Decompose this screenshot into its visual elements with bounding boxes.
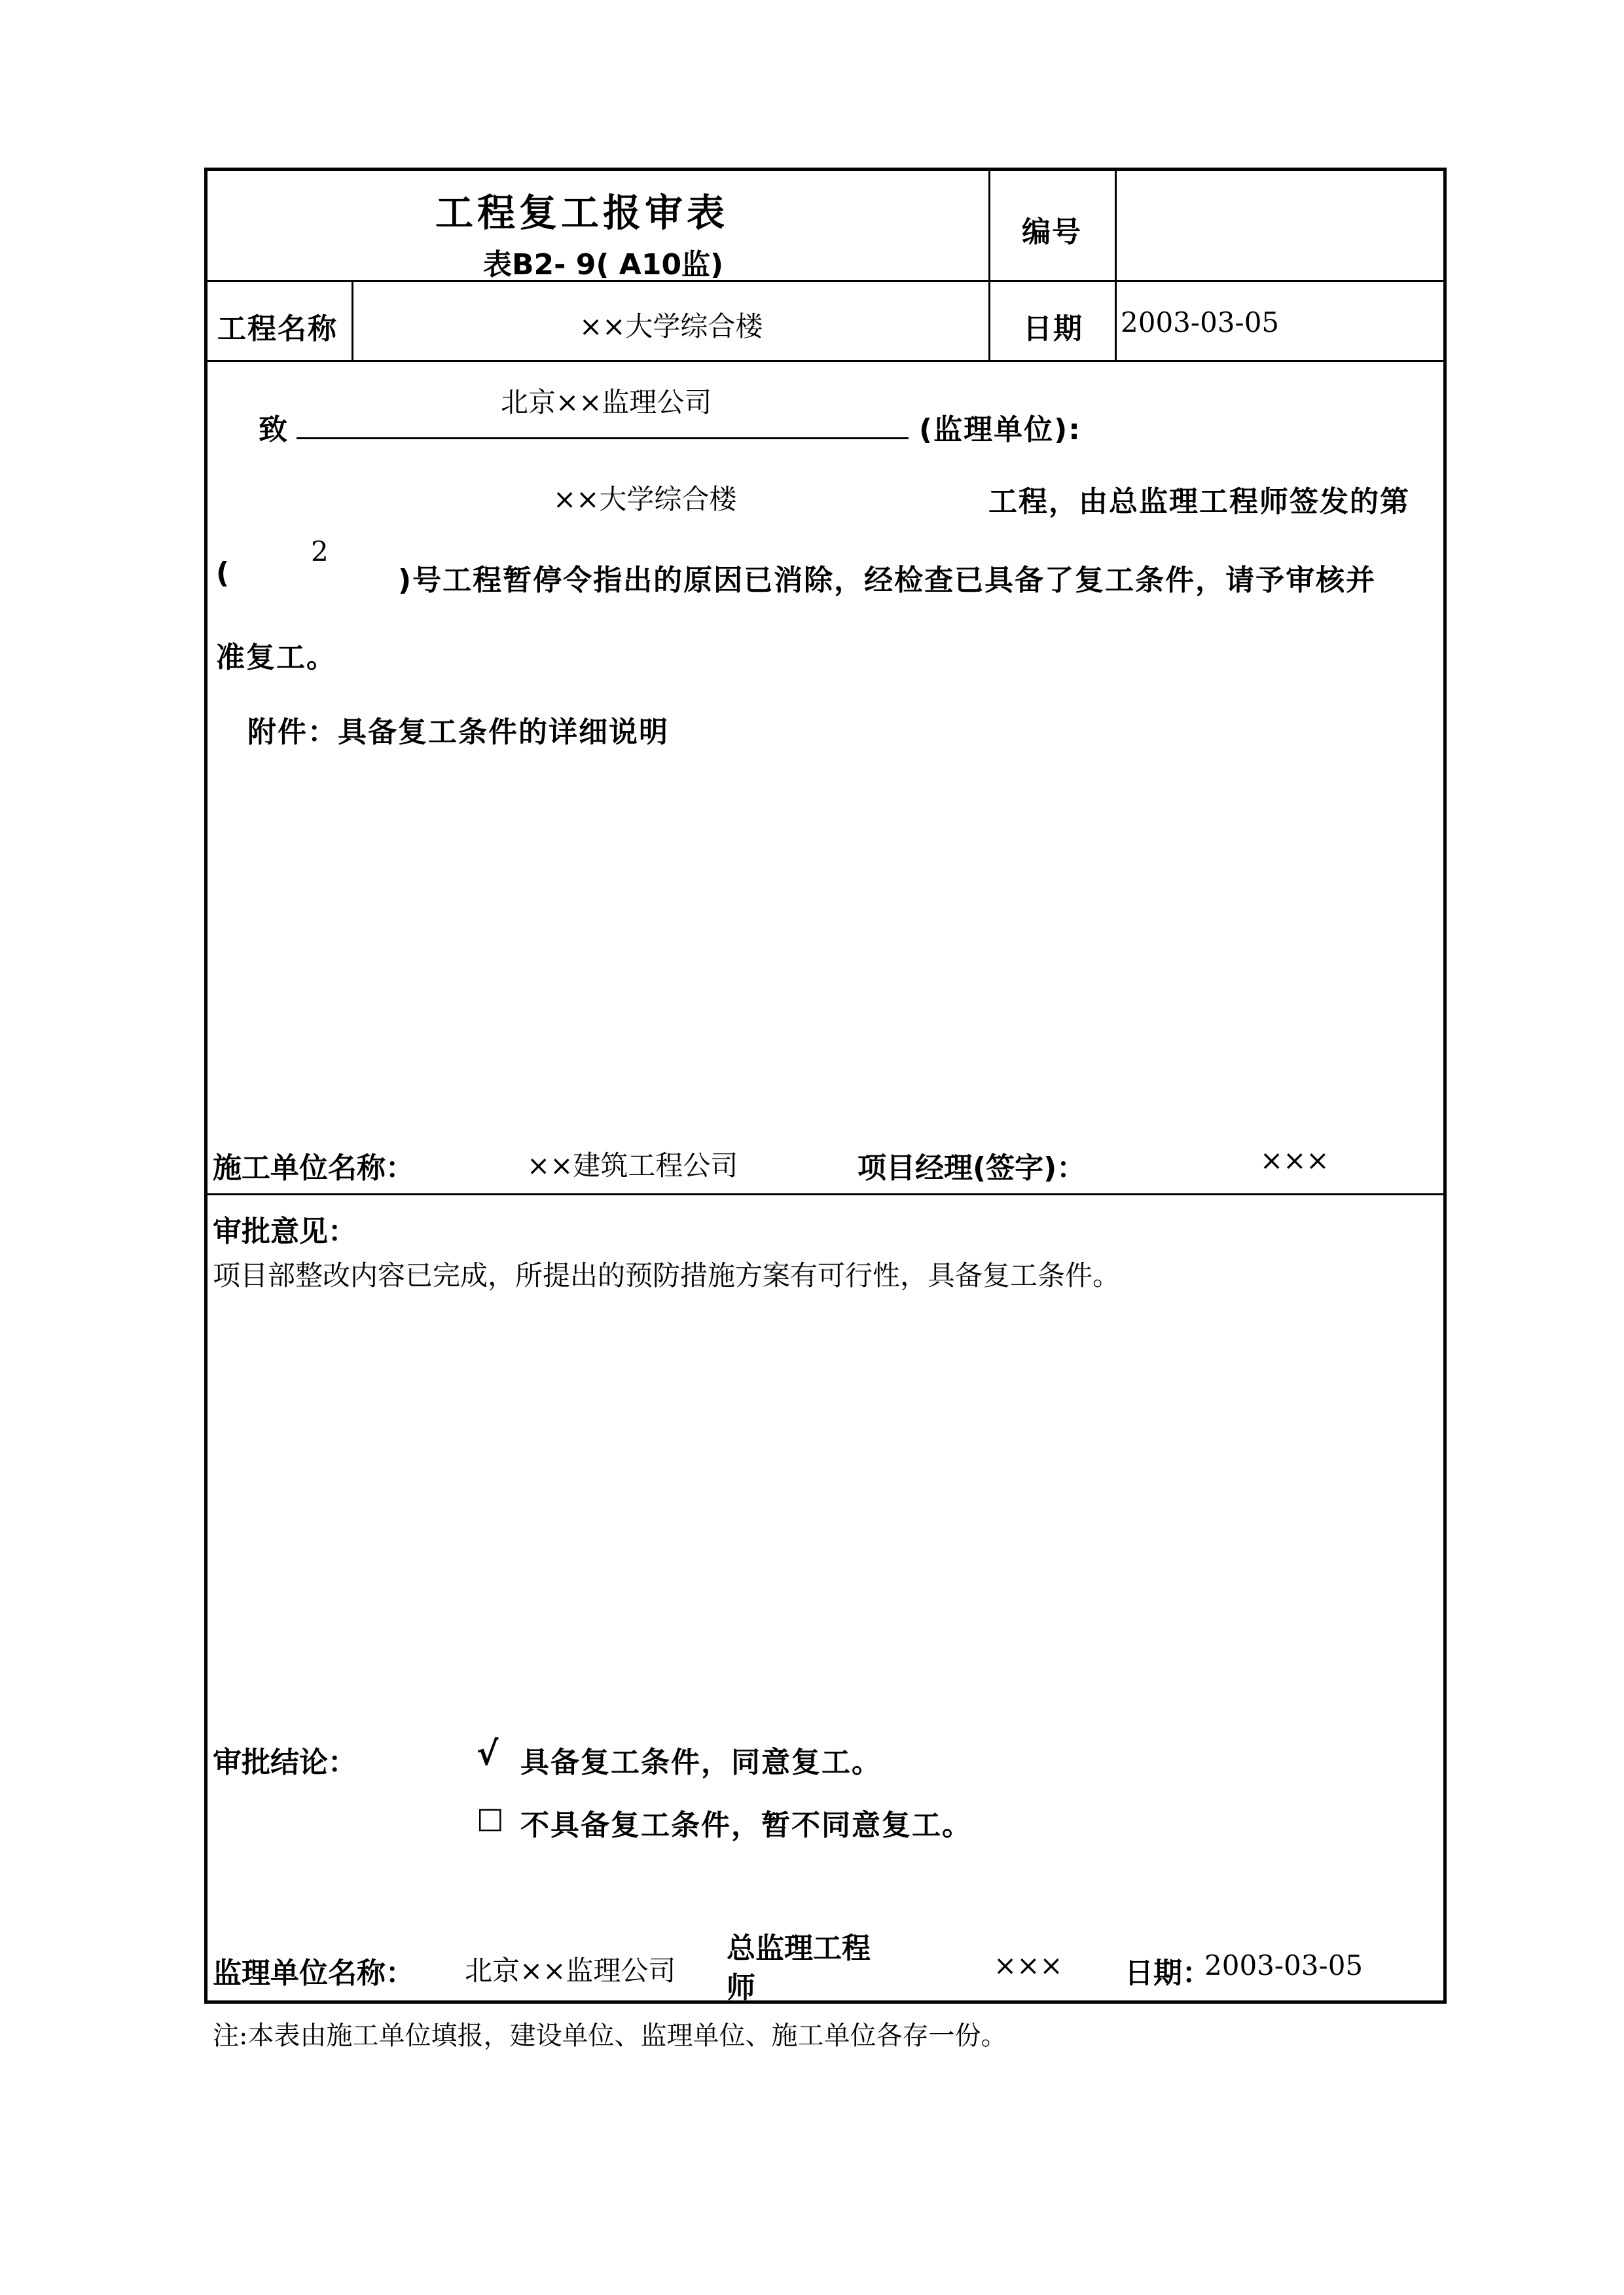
contractor-label: 施工单位名称： [213,1151,414,1185]
manager-signature[interactable]: ××× [1260,1144,1329,1176]
approval-date-value[interactable]: 2003-03-05 [1204,1949,1363,1981]
contractor-value[interactable]: ××建筑工程公司 [527,1149,738,1182]
form-subtitle: 表B2- 9( A10监) [483,248,724,281]
option-yes-text: 具备复工条件，同意复工。 [520,1746,882,1779]
order-open-paren: ( [216,556,231,590]
project-name-label: 工程名称 [217,312,338,346]
approval-date-label: 日期： [1125,1957,1211,1990]
project-name-value[interactable]: ××大学综合楼 [579,310,763,342]
manager-label: 项目经理(签字)： [857,1151,1086,1185]
form-title: 工程复工报审表 [435,190,729,235]
to-prefix: 致 [259,413,289,446]
chief-engineer-signature[interactable]: ××× [994,1949,1063,1981]
opinion-label: 审批意见： [213,1215,357,1248]
date-value[interactable]: 2003-03-05 [1121,306,1280,338]
conclusion-label: 审批结论： [213,1746,357,1779]
supervisor-unit-label: 监理单位名称： [213,1957,414,1990]
opinion-text[interactable]: 项目部整改内容已完成，所提出的预防措施方案有可行性，具备复工条件。 [213,1259,1121,1292]
chief-engineer-label-line2: 师 [727,1971,755,2004]
col-divider-2 [988,168,990,361]
project-name-inline[interactable]: ××大学综合楼 [553,483,737,515]
supervisor-unit-value[interactable]: 北京××监理公司 [465,1955,676,1987]
option-yes-check-icon[interactable]: √ [477,1735,500,1773]
line3-text: 准复工。 [216,641,336,674]
supervisor-company-value[interactable]: 北京××监理公司 [501,386,712,418]
order-number-value[interactable]: 2 [311,535,329,568]
footer-note: 注:本表由施工单位填报，建设单位、监理单位、施工单位各存一份。 [213,2021,1007,2051]
row-divider-project [204,360,1447,362]
option-no-text: 不具备复工条件，暂不同意复工。 [520,1809,972,1842]
number-value[interactable] [1126,208,1434,247]
date-label: 日期 [1023,312,1083,346]
attachment-text: 附件：具备复工条件的详细说明 [247,715,669,749]
col-divider-3 [1115,168,1117,361]
number-label: 编号 [1022,215,1082,249]
chief-engineer-label-line1: 总监理工程 [727,1932,871,1965]
col-divider-1 [352,280,353,361]
supervisor-company-underline [297,437,909,439]
line1-tail: 工程，由总监理工程师签发的第 [988,485,1410,518]
to-suffix: (监理单位): [919,413,1081,446]
line2-text: )号工程暂停令指出的原因已消除，经检查已具备了复工条件，请予审核并 [398,564,1377,597]
row-divider-approval [204,1193,1447,1195]
form-frame [204,168,1447,2004]
option-no-checkbox-icon[interactable]: □ [477,1801,505,1835]
row-divider-header [204,280,1447,282]
